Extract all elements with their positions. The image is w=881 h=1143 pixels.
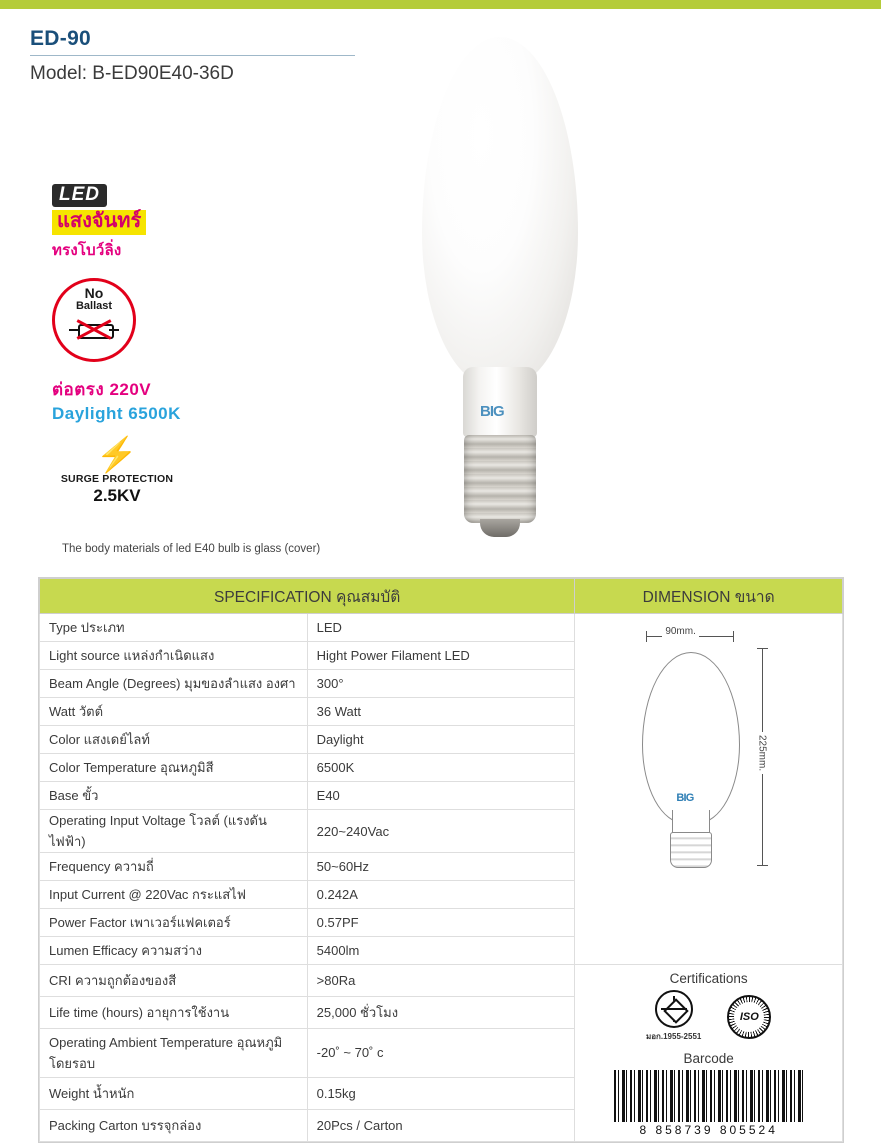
spec-label: Power Factor เพาเวอร์แฟคเตอร์ [40,909,308,937]
spec-label: Type ประเภท [40,614,308,642]
spec-value: 0.242A [307,881,575,909]
bulb-neck [463,367,537,437]
dimension-header: DIMENSION ขนาด [575,579,843,614]
spec-label: Operating Input Voltage โวลต์ (แรงดันไฟฟ้า) [40,810,308,853]
spec-value: 5400lm [307,937,575,965]
spec-label: Operating Ambient Temperature อุณหภูมิโดยรอบ [40,1028,308,1077]
bowling-shape-label: ทรงโบว์ลิ่ง [52,241,122,259]
bolt-icon: ⚡ [95,435,139,474]
daylight-label: Daylight 6500K [52,403,181,423]
specification-table-wrapper [38,577,844,1143]
spec-label: Color Temperature อุณหภูมิสี [40,754,308,782]
surge-protection-label: SURGE PROTECTION [60,472,174,485]
spec-label: CRI ความถูกต้องของสี [40,965,308,997]
tis-standard-label: มอก.1955-2551 [645,1032,702,1041]
spec-value: 300° [307,670,575,698]
bulb-base-tip [480,519,520,537]
table-row [40,965,843,997]
dimension-neck-outline [672,810,710,834]
spec-value: Daylight [307,726,575,754]
page-title: ED-90 [30,27,355,56]
spec-label: Watt วัตต์ [40,698,308,726]
surge-protection-badge [52,435,182,506]
barcode-title: Barcode [683,1051,734,1066]
no-ballast-ballast-text: Ballast [75,299,113,312]
spec-label: Beam Angle (Degrees) มุมของลำแสง องศา [40,670,308,698]
iso-certification-icon [727,995,771,1039]
spec-label: Input Current @ 220Vac กระแสไฟ [40,881,308,909]
spec-label: Life time (hours) อายุการใช้งาน [40,996,308,1028]
spec-value: 50~60Hz [307,853,575,881]
spec-value: 25,000 ชั่วโมง [307,996,575,1028]
direct-voltage-label: ต่อตรง 220V [52,379,152,399]
spec-value: LED [307,614,575,642]
product-model: Model: B-ED90E40-36D [30,63,234,84]
surge-protection-value: 2.5KV [93,485,141,505]
certifications-title: Certifications [669,971,748,986]
no-ballast-badge [52,278,136,362]
spec-value: 0.15kg [307,1078,575,1110]
specification-header: SPECIFICATION คุณสมบัติ [40,579,575,614]
spec-value: 0.57PF [307,909,575,937]
body-material-note: The body materials of led E40 bulb is glass (cover) [62,543,321,555]
bulb-brand-logo: BIG [480,403,504,420]
dimension-brand-logo: BIG [676,792,694,804]
spec-value: 220~240Vac [307,810,575,853]
ballast-crossed-icon [69,314,119,344]
specification-table [39,578,843,1142]
certifications-cell [575,965,843,1142]
spec-value: -20˚ ~ 70˚ c [307,1028,575,1077]
spec-label: Color แสงเดย์ไลท์ [40,726,308,754]
bulb-glass-cover [422,37,578,387]
width-dimension-label: 90mm. [662,626,699,637]
certification-marks [579,990,838,1043]
spec-label: Packing Carton บรรจุกล่อง [40,1110,308,1142]
spec-value: Hight Power Filament LED [307,642,575,670]
table-header-row [40,579,843,614]
bulb-e40-screw-base [464,435,536,523]
dimension-drawing-cell [575,614,843,965]
led-badge: LED [52,184,107,207]
spec-value: 20Pcs / Carton [307,1110,575,1142]
tis-mark-icon [655,990,693,1028]
product-header [30,27,360,85]
spec-label: Frequency ความถี่ [40,853,308,881]
no-ballast-no-text: No [84,284,104,301]
spec-label: Light source แหล่งกำเนิดแสง [40,642,308,670]
spec-value: E40 [307,782,575,810]
top-accent-bar [0,0,881,9]
spec-value: 36 Watt [307,698,575,726]
moonlight-badge: แสงจันทร์ [52,210,146,235]
spec-label: Weight น้ำหนัก [40,1078,308,1110]
iso-label: ISO [734,1002,764,1032]
spec-value: >80Ra [307,965,575,997]
table-row [40,614,843,642]
spec-label: Lumen Efficacy ความสว่าง [40,937,308,965]
spec-label: Base ขั้ว [40,782,308,810]
dimension-screw-base [670,832,712,868]
spec-value: 6500K [307,754,575,782]
height-dimension-label: 225mm. [756,732,767,774]
tis-certification [646,990,701,1043]
barcode-digits: 8 858739 805524 [639,1123,778,1137]
barcode-image [614,1070,804,1122]
dimension-drawing [584,614,833,964]
feature-badges [52,184,272,506]
product-photo [400,37,600,537]
